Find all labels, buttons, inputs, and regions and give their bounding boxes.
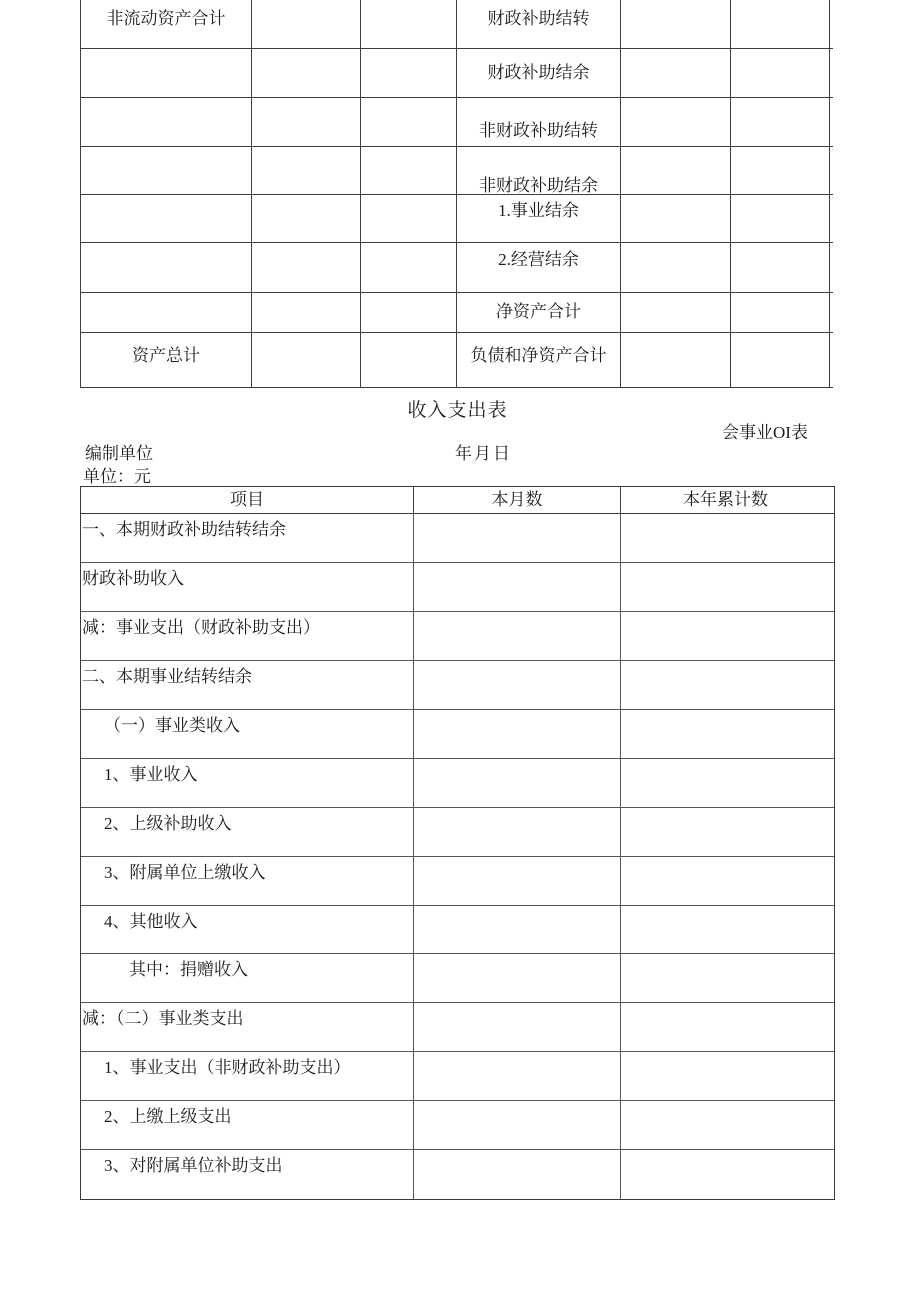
month-value-cell[interactable] — [414, 1150, 621, 1199]
equity-year-cell[interactable] — [731, 49, 830, 97]
prepared-by-label: 编制单位 — [85, 444, 153, 463]
year-value-cell[interactable] — [621, 514, 830, 562]
equity-year-cell[interactable] — [731, 243, 830, 292]
equity-month-cell[interactable] — [621, 195, 731, 242]
asset-year-cell[interactable] — [361, 333, 457, 387]
table-row — [81, 759, 834, 808]
asset-month-cell[interactable] — [252, 0, 361, 48]
table-row — [81, 954, 834, 1003]
table-row — [81, 1101, 834, 1150]
equity-row-label: 净资产合计 — [457, 293, 621, 332]
item-label: 二、本期事业结转结余 — [81, 661, 414, 709]
table-row — [81, 98, 833, 147]
month-value-cell[interactable] — [414, 954, 621, 1002]
equity-row-label: 财政补助结余 — [457, 49, 621, 97]
equity-row-label: 1.事业结余 — [457, 195, 621, 242]
asset-month-cell[interactable] — [252, 195, 361, 242]
asset-total-label: 资产总计 — [81, 333, 252, 387]
income-statement-table — [80, 486, 835, 1200]
item-label: 一、本期财政补助结转结余 — [81, 514, 414, 562]
form-code-label: 会事业OI表 — [722, 423, 808, 442]
date-label: 年月日 — [455, 444, 512, 463]
asset-row-label — [81, 195, 252, 242]
year-value-cell[interactable] — [621, 954, 830, 1002]
year-value-cell[interactable] — [621, 612, 830, 660]
item-label: 3、附属单位上缴收入 — [81, 857, 414, 905]
item-label: 减：（二）事业类支出 — [81, 1003, 414, 1051]
asset-row-label — [81, 98, 252, 146]
month-value-cell[interactable] — [414, 857, 621, 905]
asset-year-cell[interactable] — [361, 243, 457, 292]
liability-equity-total-label: 负债和净资产合计 — [457, 333, 621, 387]
year-value-cell[interactable] — [621, 710, 830, 758]
item-label: 3、对附属单位补助支出 — [81, 1150, 414, 1199]
equity-year-cell[interactable] — [731, 147, 830, 194]
equity-month-cell[interactable] — [621, 49, 731, 97]
column-header-year-total: 本年累计数 — [683, 490, 768, 509]
equity-row-label: 2.经营结余 — [457, 243, 621, 292]
month-value-cell[interactable] — [414, 710, 621, 758]
equity-row-label: 财政补助结转 — [457, 0, 621, 48]
table-row — [81, 147, 833, 195]
equity-year-cell[interactable] — [731, 98, 830, 146]
year-value-cell[interactable] — [621, 1052, 830, 1100]
year-value-cell[interactable] — [621, 661, 830, 709]
year-value-cell[interactable] — [621, 1150, 830, 1199]
item-label: 2、上缴上级支出 — [81, 1101, 414, 1149]
equity-month-cell[interactable] — [621, 147, 731, 194]
table-row — [81, 612, 834, 661]
balance-sheet-table — [80, 0, 833, 388]
equity-month-cell[interactable] — [621, 243, 731, 292]
month-value-cell[interactable] — [414, 563, 621, 611]
table-row — [81, 1052, 834, 1101]
column-header-month: 本月数 — [414, 487, 621, 513]
table-row — [81, 710, 834, 759]
page-title: 收入支出表 — [407, 400, 508, 421]
month-value-cell[interactable] — [414, 1003, 621, 1051]
asset-month-cell[interactable] — [252, 49, 361, 97]
asset-month-cell[interactable] — [252, 243, 361, 292]
item-label: 2、上级补助收入 — [81, 808, 414, 856]
asset-year-cell[interactable] — [361, 195, 457, 242]
equity-row-label: 非财政补助结余 — [457, 147, 621, 194]
table-row — [81, 563, 834, 612]
month-value-cell[interactable] — [414, 808, 621, 856]
asset-year-cell[interactable] — [361, 98, 457, 146]
item-label: （一）事业类收入 — [81, 710, 414, 758]
month-value-cell[interactable] — [414, 661, 621, 709]
year-value-cell[interactable] — [621, 1101, 830, 1149]
unit-label: 单位：元 — [83, 467, 151, 486]
item-label: 4、其他收入 — [81, 906, 414, 954]
asset-row-label — [81, 293, 252, 332]
equity-month-cell[interactable] — [621, 333, 731, 387]
month-value-cell[interactable] — [414, 906, 621, 954]
month-value-cell[interactable] — [414, 1101, 621, 1149]
asset-month-cell[interactable] — [252, 333, 361, 387]
table-row — [81, 514, 834, 563]
table-row — [81, 293, 833, 333]
table-row — [81, 333, 833, 388]
asset-row-label — [81, 147, 252, 194]
year-value-cell[interactable] — [621, 759, 830, 807]
equity-year-cell[interactable] — [731, 0, 830, 48]
item-label: 财政补助收入 — [81, 563, 414, 611]
item-label: 减：事业支出（财政补助支出） — [81, 612, 414, 660]
year-value-cell[interactable] — [621, 563, 830, 611]
equity-month-cell[interactable] — [621, 0, 731, 48]
equity-row-label: 非财政补助结转 — [457, 98, 621, 146]
asset-month-cell[interactable] — [252, 98, 361, 146]
table-row — [81, 661, 834, 710]
month-value-cell[interactable] — [414, 1052, 621, 1100]
asset-month-cell[interactable] — [252, 147, 361, 194]
equity-month-cell[interactable] — [621, 98, 731, 146]
asset-row-label — [81, 243, 252, 292]
year-value-cell[interactable] — [621, 857, 830, 905]
equity-month-cell[interactable] — [621, 293, 731, 332]
year-value-cell[interactable] — [621, 1003, 830, 1051]
asset-year-cell[interactable] — [361, 0, 457, 48]
year-value-cell[interactable] — [621, 808, 830, 856]
table-row — [81, 49, 833, 98]
month-value-cell[interactable] — [414, 514, 621, 562]
equity-year-cell[interactable] — [731, 293, 830, 332]
table-row — [81, 1150, 834, 1199]
table-row — [81, 808, 834, 857]
table-row — [81, 243, 833, 293]
item-label: 1、事业收入 — [81, 759, 414, 807]
asset-row-label — [81, 49, 252, 97]
table-row — [81, 0, 833, 49]
table-row — [81, 906, 834, 955]
table-row — [81, 857, 834, 906]
asset-year-cell[interactable] — [361, 49, 457, 97]
month-value-cell[interactable] — [414, 759, 621, 807]
table-header-row — [81, 487, 834, 514]
month-value-cell[interactable] — [414, 612, 621, 660]
equity-year-cell[interactable] — [731, 195, 830, 242]
equity-year-cell[interactable] — [731, 333, 830, 387]
asset-year-cell[interactable] — [361, 147, 457, 194]
asset-row-label: 非流动资产合计 — [81, 0, 252, 48]
asset-year-cell[interactable] — [361, 293, 457, 332]
table-row — [81, 1003, 834, 1052]
table-row — [81, 195, 833, 243]
item-label: 其中：捐赠收入 — [81, 954, 414, 1002]
year-value-cell[interactable] — [621, 906, 830, 954]
column-header-item: 项目 — [81, 487, 414, 513]
asset-month-cell[interactable] — [252, 293, 361, 332]
item-label: 1、事业支出（非财政补助支出） — [81, 1052, 414, 1100]
